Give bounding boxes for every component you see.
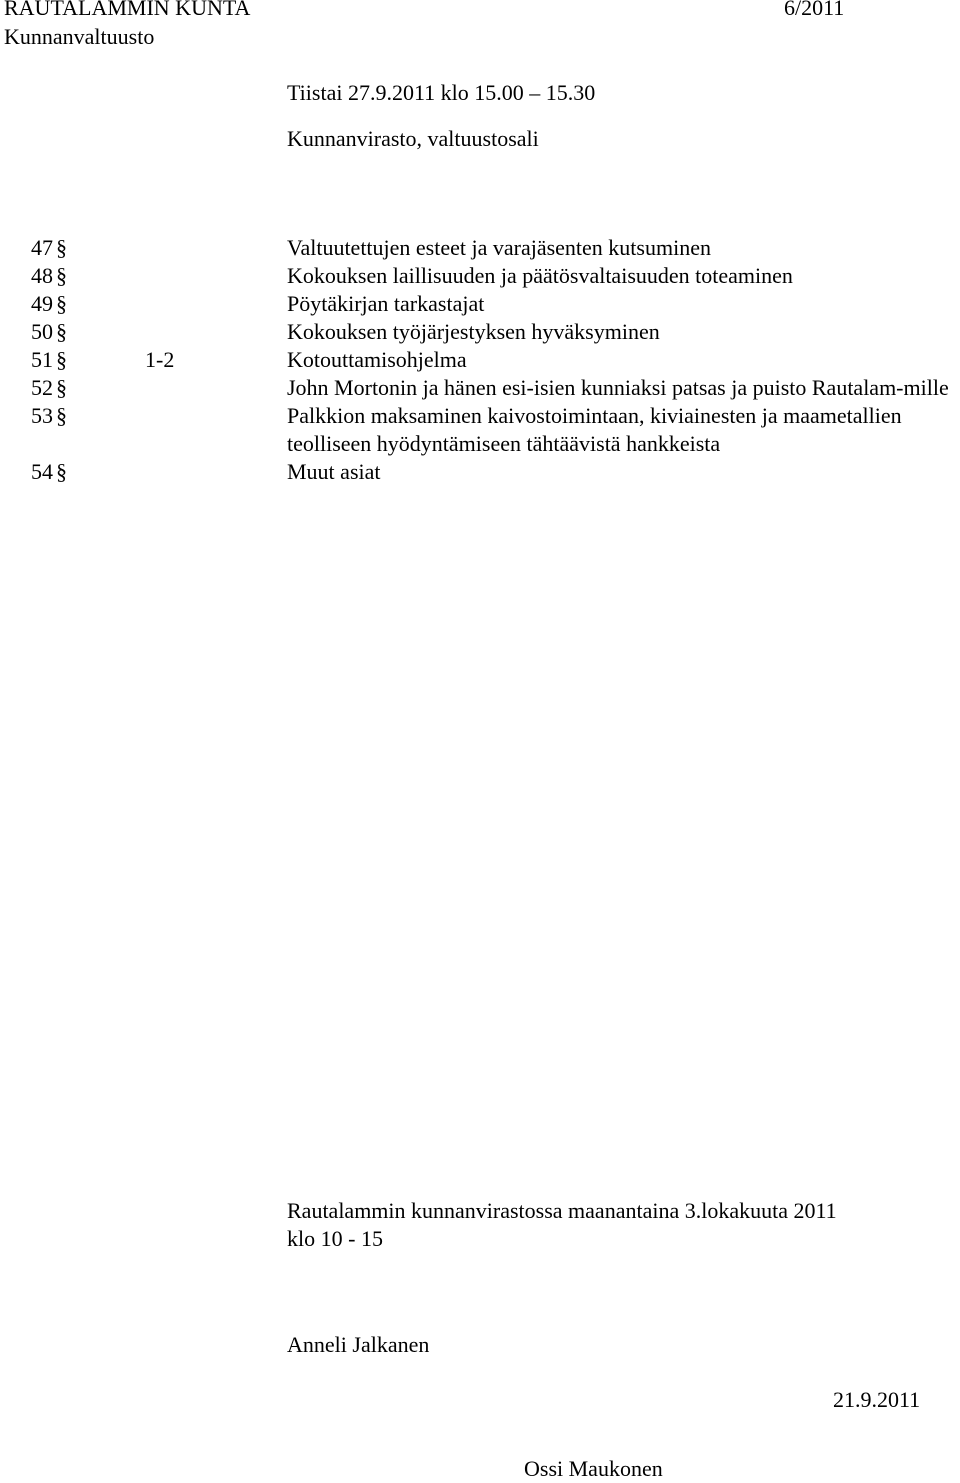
agenda-list [0,234,960,486]
agenda-item [0,290,960,318]
posting-place-date: Rautalammin kunnanvirastossa maanantaina 3.lokakuuta 2011 [287,1198,837,1223]
meeting-datetime: Tiistai 27.9.2011 klo 15.00 – 15.30 [287,80,596,105]
agenda-item-number: 51 [31,347,53,372]
document-header [4,0,250,52]
agenda-item-title: Palkkion maksaminen kaivostoimintaan, kiviainesten ja maametallien teolliseen hyödyntämiseen tähtäävistä hankkeista [287,403,902,456]
agenda-item [0,346,960,374]
meeting-number: 6/2011 [784,0,845,20]
agenda-item [0,262,960,290]
public-display-notice [287,1197,837,1253]
agenda-item [0,234,960,262]
signature-date: 21.9.2011 [833,1387,921,1412]
signer-name-secondary: Ossi Maukonen [524,1456,663,1481]
agenda-item [0,318,960,346]
agenda-item-title: Pöytäkirjan tarkastajat [287,291,485,316]
section-sign: § [56,235,67,260]
council-name: Kunnanvaltuusto [4,24,155,49]
agenda-item-title: Kokouksen laillisuuden ja päätösvaltaisuuden toteaminen [287,263,793,288]
agenda-item [0,374,960,402]
agenda-item-number: 50 [31,319,53,344]
agenda-item-title: Kokouksen työjärjestyksen hyväksyminen [287,319,660,344]
section-sign: § [56,403,67,428]
section-sign: § [56,319,67,344]
agenda-item-number: 52 [31,375,53,400]
section-sign: § [56,375,67,400]
municipality-name: RAUTALAMMIN KUNTA [4,0,251,20]
agenda-item-title: Kotouttamisohjelma [287,347,467,372]
agenda-item-number: 47 [31,235,53,260]
agenda-item-number: 53 [31,403,53,428]
section-sign: § [56,347,67,372]
agenda-item-attachment: 1-2 [145,347,175,372]
agenda-item-number: 48 [31,263,53,288]
signer-name: Anneli Jalkanen [287,1332,430,1357]
agenda-item-title: Muut asiat [287,459,381,484]
agenda-item [0,402,960,458]
section-sign: § [56,263,67,288]
agenda-item-number: 54 [31,459,53,484]
section-sign: § [56,291,67,316]
section-sign: § [56,459,67,484]
meeting-place: Kunnanvirasto, valtuustosali [287,126,539,151]
posting-hours: klo 10 - 15 [287,1226,383,1251]
agenda-item-title: Valtuutettujen esteet ja varajäsenten kutsuminen [287,235,711,260]
agenda-item-number: 49 [31,291,53,316]
agenda-item-title: John Mortonin ja hänen esi-isien kunniaksi patsas ja puisto Rautalam-mille [287,375,949,400]
agenda-item [0,458,960,486]
